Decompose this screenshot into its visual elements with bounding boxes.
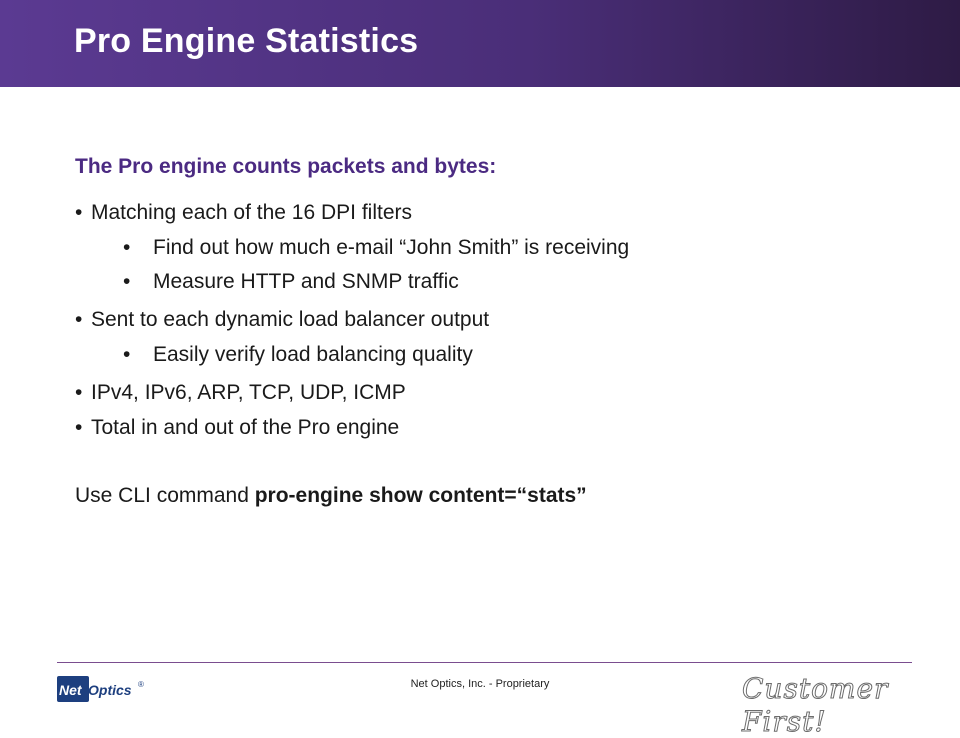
bullet-dot: • [123, 270, 131, 293]
cli-prefix: Use CLI command [75, 484, 255, 507]
tagline: Customer First! [742, 672, 889, 738]
sub-bullet-text: Measure HTTP and SNMP traffic [153, 270, 459, 293]
sub-bullet-text: Easily verify load balancing quality [153, 343, 473, 366]
cli-instruction [75, 484, 587, 508]
cli-command: pro-engine show content=“stats” [254, 484, 587, 507]
bullet-text: IPv4, IPv6, ARP, TCP, UDP, ICMP [91, 381, 406, 404]
sub-bullet-item [75, 340, 915, 374]
bullet-list [75, 198, 915, 448]
slide-title: Pro Engine Statistics [74, 22, 419, 60]
bullet-dot: • [75, 416, 83, 439]
bullet-text: Sent to each dynamic load balancer output [91, 308, 490, 331]
bullet-dot: • [75, 308, 83, 331]
bullet-dot: • [123, 236, 131, 259]
bullet-dot: • [75, 201, 83, 224]
bullet-item [75, 413, 915, 448]
logo-registered-mark: ® [138, 680, 144, 689]
footer-proprietary: Net Optics, Inc. - Proprietary [410, 678, 550, 690]
slide-subtitle: The Pro engine counts packets and bytes: [75, 155, 497, 178]
footer-divider [57, 662, 912, 663]
bullet-dot: • [123, 343, 131, 366]
bullet-item [75, 305, 915, 340]
bullet-dot: • [75, 381, 83, 404]
sub-bullet-item [75, 233, 915, 267]
bullet-item [75, 378, 915, 413]
bullet-item [75, 198, 915, 233]
bullet-text: Total in and out of the Pro engine [91, 416, 400, 439]
sub-bullet-text: Find out how much e-mail “John Smith” is receiving [153, 236, 630, 259]
logo-optics-text: Optics [88, 682, 132, 698]
bullet-text: Matching each of the 16 DPI filters [91, 201, 412, 224]
logo-net-text: Net [59, 682, 82, 698]
sub-bullet-item [75, 267, 915, 301]
